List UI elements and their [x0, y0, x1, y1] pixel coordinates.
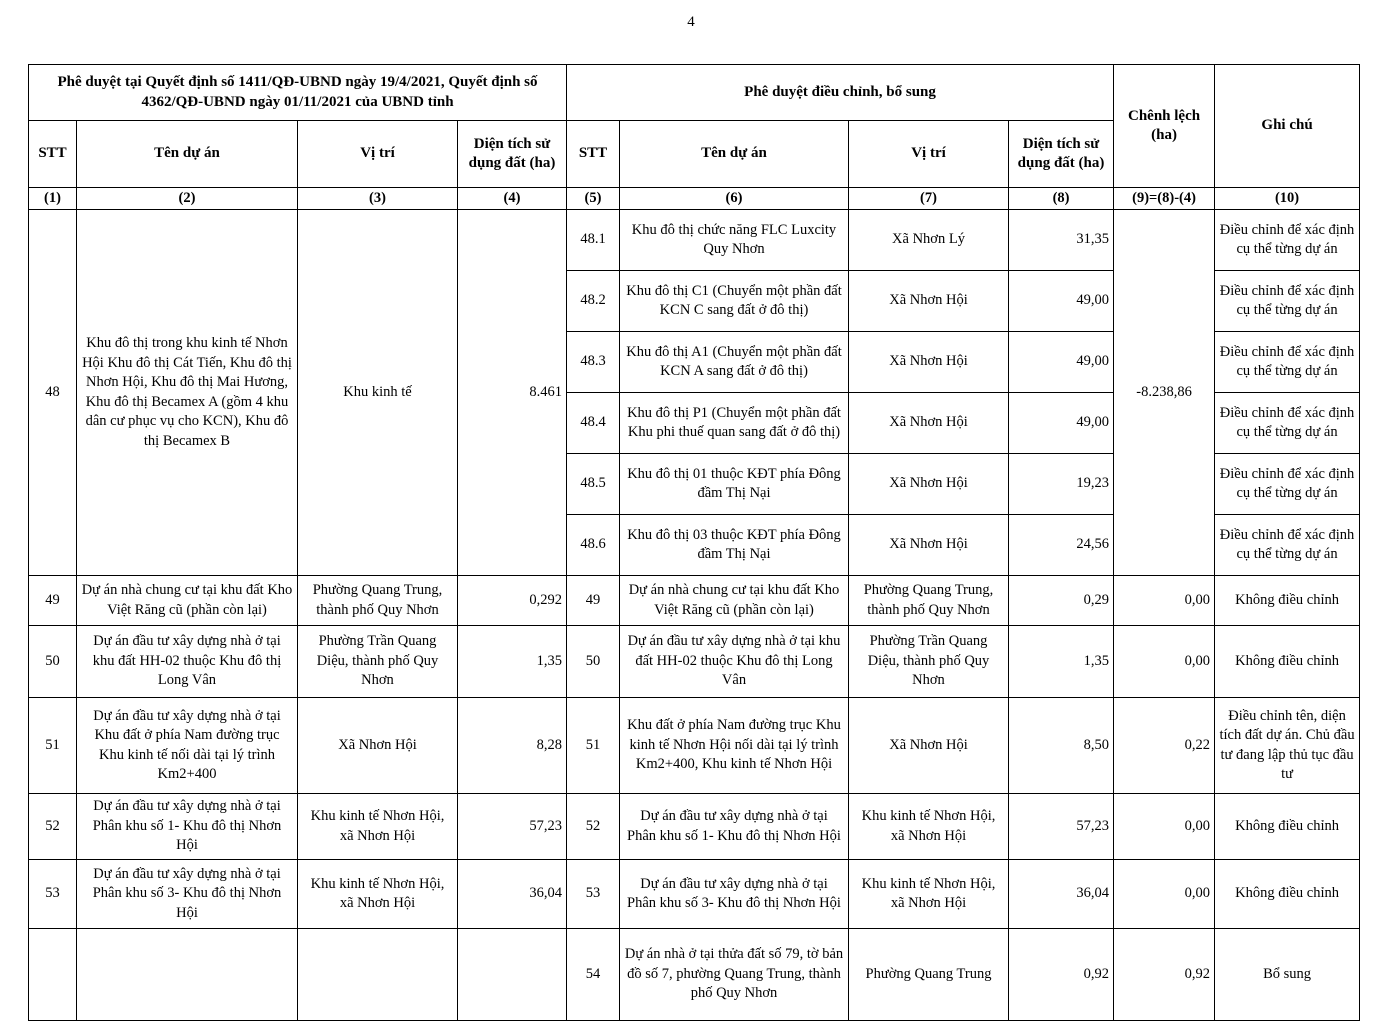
location-cell: Phường Quang Trung, thành phố Quy Nhơn: [849, 576, 1009, 626]
location-cell: Xã Nhơn Hội: [849, 271, 1009, 332]
difference-cell: 0,00: [1114, 794, 1215, 860]
area-cell: 36,04: [458, 860, 567, 929]
location-cell: Xã Nhơn Hội: [849, 332, 1009, 393]
stt-cell: 48.1: [567, 210, 620, 271]
col-number: (7): [849, 188, 1009, 210]
stt-cell: 48.6: [567, 515, 620, 576]
header-project-name: Tên dự án: [620, 121, 849, 188]
area-cell: [458, 929, 567, 1021]
location-cell: Xã Nhơn Lý: [849, 210, 1009, 271]
area-cell: 31,35: [1009, 210, 1114, 271]
location-cell: Phường Trần Quang Diệu, thành phố Quy Nhơn: [849, 626, 1009, 698]
project-name-cell: Khu đô thị 01 thuộc KĐT phía Đông đầm Thị Nại: [620, 454, 849, 515]
stt-cell: 51: [567, 698, 620, 794]
note-cell: Không điều chỉnh: [1215, 626, 1360, 698]
table-row: [29, 860, 1360, 929]
difference-cell: 0,00: [1114, 626, 1215, 698]
area-cell: 57,23: [1009, 794, 1114, 860]
area-cell: 8,28: [458, 698, 567, 794]
location-cell: Xã Nhơn Hội: [849, 393, 1009, 454]
stt-cell: 48.3: [567, 332, 620, 393]
location-cell: Khu kinh tế Nhơn Hội, xã Nhơn Hội: [849, 860, 1009, 929]
project-name-cell: Dự án nhà chung cư tại khu đất Kho Việt Răng cũ (phần còn lại): [620, 576, 849, 626]
project-name-cell: Khu đất ở phía Nam đường trục Khu kinh tế Nhơn Hội nối dài tại lý trình Km2+400, Khu kinh tế Nhơn Hội: [620, 698, 849, 794]
difference-cell: 0,00: [1114, 860, 1215, 929]
col-number: (6): [620, 188, 849, 210]
location-cell: Khu kinh tế: [298, 210, 458, 576]
project-name-cell: [77, 929, 298, 1021]
note-cell: Bổ sung: [1215, 929, 1360, 1021]
col-number: (1): [29, 188, 77, 210]
area-cell: 57,23: [458, 794, 567, 860]
area-cell: 1,35: [458, 626, 567, 698]
table-row: [29, 698, 1360, 794]
header-stt: STT: [567, 121, 620, 188]
project-name-cell: Dự án đầu tư xây dựng nhà ở tại khu đất HH-02 thuộc Khu đô thị Long Vân: [77, 626, 298, 698]
area-cell: 24,56: [1009, 515, 1114, 576]
project-name-cell: Dự án đầu tư xây dựng nhà ở tại Phân khu số 1- Khu đô thị Nhơn Hội: [77, 794, 298, 860]
header-original-approval: Phê duyệt tại Quyết định số 1411/QĐ-UBND ngày 19/4/2021, Quyết định số 4362/QĐ-UBND ngày 01/11/2021 của UBND tỉnh: [29, 65, 567, 121]
stt-cell: 50: [29, 626, 77, 698]
col-number: (5): [567, 188, 620, 210]
header-note: Ghi chú: [1215, 65, 1360, 188]
area-cell: 49,00: [1009, 332, 1114, 393]
area-cell: 0,29: [1009, 576, 1114, 626]
header-area: Diện tích sử dụng đất (ha): [458, 121, 567, 188]
stt-cell: 48.5: [567, 454, 620, 515]
note-cell: Điều chỉnh để xác định cụ thể từng dự án: [1215, 454, 1360, 515]
project-name-cell: Dự án nhà chung cư tại khu đất Kho Việt Răng cũ (phần còn lại): [77, 576, 298, 626]
project-name-cell: Dự án đầu tư xây dựng nhà ở tại Phân khu số 3- Khu đô thị Nhơn Hội: [620, 860, 849, 929]
stt-cell: 48.2: [567, 271, 620, 332]
location-cell: Xã Nhơn Hội: [849, 515, 1009, 576]
stt-cell: 53: [567, 860, 620, 929]
table-row: [29, 794, 1360, 860]
area-cell: 36,04: [1009, 860, 1114, 929]
stt-cell: 48.4: [567, 393, 620, 454]
location-cell: [298, 929, 458, 1021]
project-name-cell: Dự án đầu tư xây dựng nhà ở tại khu đất HH-02 thuộc Khu đô thị Long Vân: [620, 626, 849, 698]
note-cell: Điều chỉnh để xác định cụ thể từng dự án: [1215, 393, 1360, 454]
table-row: [29, 929, 1360, 1021]
stt-cell: 52: [29, 794, 77, 860]
header-stt: STT: [29, 121, 77, 188]
project-name-cell: Khu đô thị trong khu kinh tế Nhơn Hội Khu đô thị Cát Tiến, Khu đô thị Nhơn Hội, Khu đô thị Mai Hương, Khu đô thị Becamex A (gồm 4 khu dân cư phục vụ cho KCN), Khu đô thị Becamex B: [77, 210, 298, 576]
project-name-cell: Dự án nhà ở tại thửa đất số 79, tờ bản đồ số 7, phường Quang Trung, thành phố Quy Nhơn: [620, 929, 849, 1021]
location-cell: Khu kinh tế Nhơn Hội, xã Nhơn Hội: [298, 794, 458, 860]
area-cell: 8,50: [1009, 698, 1114, 794]
header-adjusted-approval: Phê duyệt điều chỉnh, bổ sung: [567, 65, 1114, 121]
project-name-cell: Khu đô thị chức năng FLC Luxcity Quy Nhơn: [620, 210, 849, 271]
note-cell: Điều chỉnh để xác định cụ thể từng dự án: [1215, 515, 1360, 576]
note-cell: Không điều chỉnh: [1215, 860, 1360, 929]
project-name-cell: Khu đô thị P1 (Chuyển một phần đất Khu phi thuế quan sang đất ở đô thị): [620, 393, 849, 454]
header-difference: Chênh lệch (ha): [1114, 65, 1215, 188]
col-number: (10): [1215, 188, 1360, 210]
project-name-cell: Dự án đầu tư xây dựng nhà ở tại Phân khu số 1- Khu đô thị Nhơn Hội: [620, 794, 849, 860]
col-number: (9)=(8)-(4): [1114, 188, 1215, 210]
difference-cell: 0,22: [1114, 698, 1215, 794]
stt-cell: 54: [567, 929, 620, 1021]
header-area: Diện tích sử dụng đất (ha): [1009, 121, 1114, 188]
table-row: [29, 626, 1360, 698]
land-use-table: [28, 64, 1360, 1021]
location-cell: Khu kinh tế Nhơn Hội, xã Nhơn Hội: [849, 794, 1009, 860]
note-cell: Điều chỉnh để xác định cụ thể từng dự án: [1215, 210, 1360, 271]
header-project-name: Tên dự án: [77, 121, 298, 188]
table-row: [29, 576, 1360, 626]
col-number: (8): [1009, 188, 1114, 210]
col-number: (4): [458, 188, 567, 210]
project-name-cell: Dự án đầu tư xây dựng nhà ở tại Khu đất ở phía Nam đường trục Khu kinh tế nối dài tại lý trình Km2+400: [77, 698, 298, 794]
stt-cell: [29, 929, 77, 1021]
project-name-cell: Khu đô thị C1 (Chuyển một phần đất KCN C sang đất ở đô thị): [620, 271, 849, 332]
col-number: (3): [298, 188, 458, 210]
location-cell: Phường Quang Trung, thành phố Quy Nhơn: [298, 576, 458, 626]
difference-cell: 0,92: [1114, 929, 1215, 1021]
difference-cell: -8.238,86: [1114, 210, 1215, 576]
note-cell: Điều chỉnh tên, diện tích đất dự án. Chủ đầu tư đang lập thủ tục đầu tư: [1215, 698, 1360, 794]
stt-cell: 52: [567, 794, 620, 860]
header-location: Vị trí: [298, 121, 458, 188]
header-location: Vị trí: [849, 121, 1009, 188]
project-name-cell: Khu đô thị A1 (Chuyển một phần đất KCN A sang đất ở đô thị): [620, 332, 849, 393]
note-cell: Không điều chỉnh: [1215, 794, 1360, 860]
stt-cell: 49: [29, 576, 77, 626]
location-cell: Xã Nhơn Hội: [849, 454, 1009, 515]
stt-cell: 48: [29, 210, 77, 576]
note-cell: Điều chỉnh để xác định cụ thể từng dự án: [1215, 271, 1360, 332]
location-cell: Xã Nhơn Hội: [298, 698, 458, 794]
table-row: [29, 210, 1360, 271]
col-number: (2): [77, 188, 298, 210]
project-name-cell: Dự án đầu tư xây dựng nhà ở tại Phân khu số 3- Khu đô thị Nhơn Hội: [77, 860, 298, 929]
area-cell: 49,00: [1009, 271, 1114, 332]
location-cell: Xã Nhơn Hội: [849, 698, 1009, 794]
location-cell: Phường Quang Trung: [849, 929, 1009, 1021]
page-number: 4: [687, 14, 695, 30]
area-cell: 0,92: [1009, 929, 1114, 1021]
area-cell: 1,35: [1009, 626, 1114, 698]
area-cell: 19,23: [1009, 454, 1114, 515]
stt-cell: 53: [29, 860, 77, 929]
stt-cell: 50: [567, 626, 620, 698]
note-cell: Điều chỉnh để xác định cụ thể từng dự án: [1215, 332, 1360, 393]
area-cell: 0,292: [458, 576, 567, 626]
area-cell: 49,00: [1009, 393, 1114, 454]
project-name-cell: Khu đô thị 03 thuộc KĐT phía Đông đầm Thị Nại: [620, 515, 849, 576]
area-cell: 8.461: [458, 210, 567, 576]
stt-cell: 51: [29, 698, 77, 794]
difference-cell: 0,00: [1114, 576, 1215, 626]
location-cell: Khu kinh tế Nhơn Hội, xã Nhơn Hội: [298, 860, 458, 929]
stt-cell: 49: [567, 576, 620, 626]
note-cell: Không điều chỉnh: [1215, 576, 1360, 626]
location-cell: Phường Trần Quang Diệu, thành phố Quy Nhơn: [298, 626, 458, 698]
